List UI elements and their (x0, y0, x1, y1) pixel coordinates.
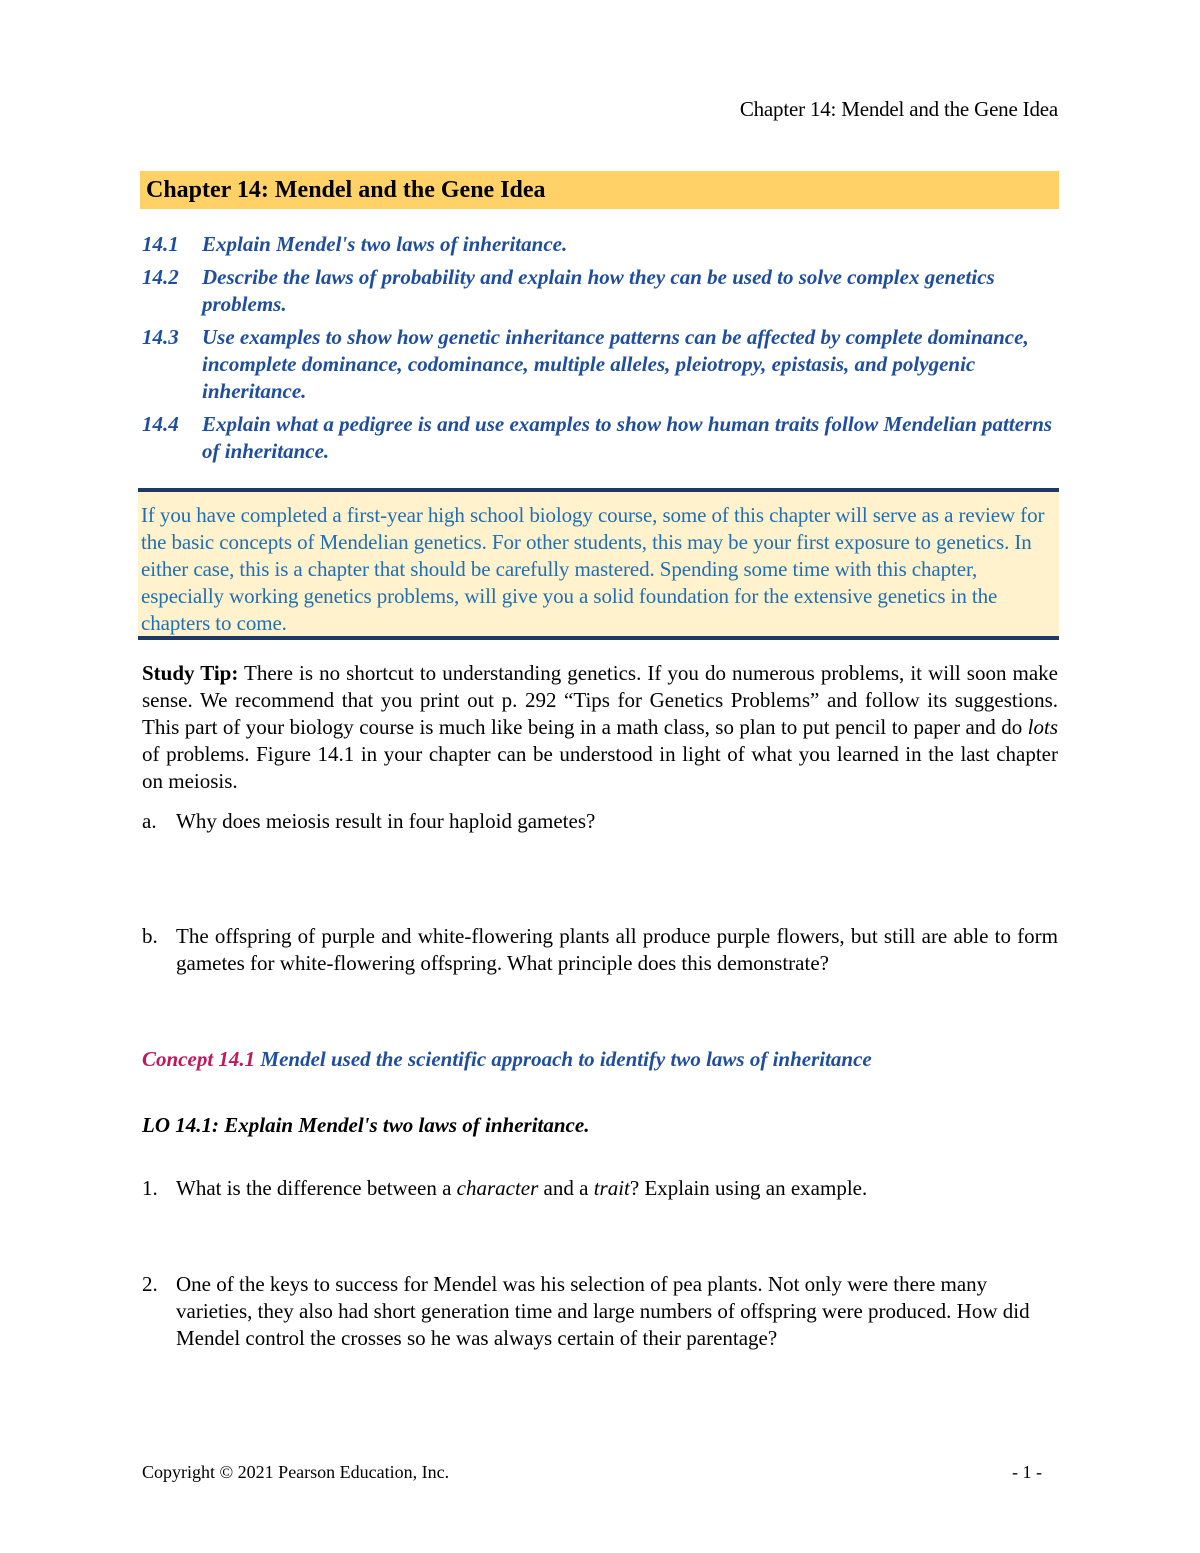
question-text (176, 1175, 1058, 1202)
question-b (142, 923, 1058, 977)
question-a (142, 808, 1058, 835)
concept-text: Mendel used the scientific approach to identify two laws of inheritance (255, 1047, 872, 1071)
page-number: - 1 - (1012, 1462, 1042, 1482)
objective-number: 14.3 (142, 325, 179, 349)
objective-item (142, 264, 1058, 318)
objective-number: 14.1 (142, 232, 179, 256)
question-label: 2. (142, 1272, 158, 1296)
objective-number: 14.4 (142, 412, 179, 436)
concept-number: Concept 14.1 (142, 1047, 256, 1071)
objective-text: Explain what a pedigree is and use examples to show how human traits follow Mendelian patterns of inheritance. (202, 412, 1053, 463)
intro-callout: If you have completed a first-year high school biology course, some of this chapter will serve as a review for the basic concepts of Mendelian genetics. For other students, this may be your first exposure to genetics. In either case, this is a chapter that should be carefully mastered. Spending some time with this chapter, especially working genetics problems, will give you a solid foundation for the extensive genetics in the chapters to come. (138, 488, 1059, 640)
objective-item (142, 411, 1058, 465)
question-text: The offspring of purple and white-flowering plants all produce purple flowers, but still are able to form gametes for white-flowering offspring. What principle does this demonstrate? (176, 924, 1058, 975)
study-tip-text-part2: of problems. Figure 14.1 in your chapter can be understood in light of what you learned in the last chapter on meiosis. (142, 742, 1058, 793)
q1-pre: What is the difference between a (176, 1176, 457, 1200)
question-label: 1. (142, 1176, 158, 1200)
q1-term-character: character (456, 1176, 539, 1200)
concept-heading (142, 1046, 1058, 1073)
running-header: Chapter 14: Mendel and the Gene Idea (739, 97, 1058, 121)
q1-term-trait: trait (593, 1176, 630, 1200)
learning-objectives (142, 231, 1058, 471)
study-tip-paragraph (142, 660, 1058, 795)
chapter-title: Chapter 14: Mendel and the Gene Idea (140, 171, 1059, 209)
objective-number: 14.2 (142, 265, 179, 289)
question-text: One of the keys to success for Mendel was his selection of pea plants. Not only were there many varieties, they also had short generation time and large numbers of offspring were produced. How did Mendel control the crosses so he was always certain of their parentage? (176, 1272, 1030, 1350)
study-tip-text-part1: There is no shortcut to understanding genetics. If you do numerous problems, it will soon make sense. We recommend that you print out p. 292 “Tips for Genetics Problems” and follow its suggestions. This part of your biology course is much like being in a math class, so plan to put pencil to paper and do (142, 661, 1058, 739)
objective-text: Describe the laws of probability and explain how they can be used to solve complex genetics problems. (202, 265, 995, 316)
question-2 (142, 1271, 1058, 1352)
question-label: b. (142, 924, 158, 948)
question-text: Why does meiosis result in four haploid gametes? (176, 809, 596, 833)
study-tip-emphasis: lots (1027, 715, 1058, 739)
objective-item (142, 231, 1058, 258)
question-1 (142, 1175, 1058, 1202)
objective-text: Explain Mendel's two laws of inheritance. (202, 232, 568, 256)
q1-post: ? Explain using an example. (629, 1176, 868, 1200)
objective-text: Use examples to show how genetic inheritance patterns can be affected by complete dominance, incomplete dominance, codominance, multiple alleles, pleiotropy, epistasis, and polygenic inheritance. (202, 325, 1029, 403)
learning-objective-heading: LO 14.1: Explain Mendel's two laws of inheritance. (142, 1113, 590, 1137)
q1-mid: and a (538, 1176, 594, 1200)
study-tip-label: Study Tip: (142, 661, 239, 685)
objective-item (142, 324, 1058, 405)
copyright-footer: Copyright © 2021 Pearson Education, Inc. (142, 1462, 450, 1482)
question-label: a. (142, 809, 157, 833)
